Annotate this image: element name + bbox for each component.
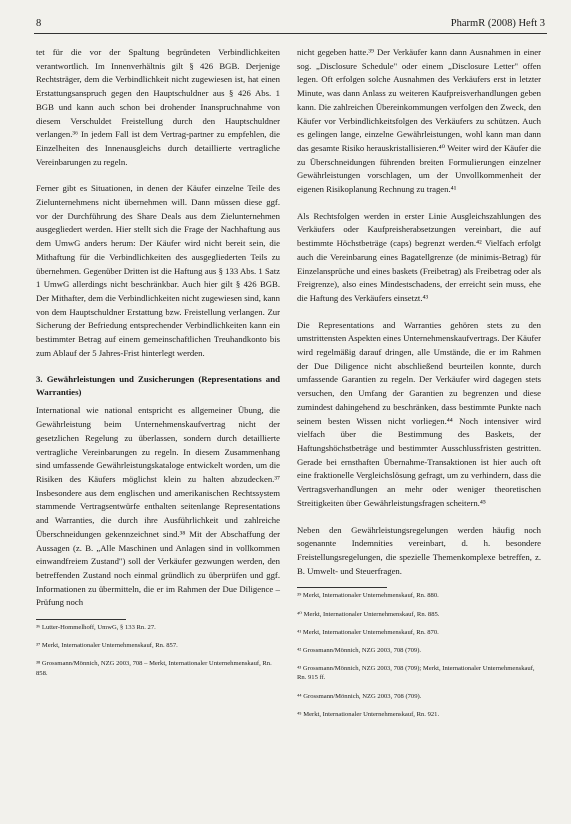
right-column bbox=[297, 46, 541, 728]
paragraph: nicht gegeben hatte.³⁹ Der Verkäufer kann dann Ausnahmen in einer sog. „Disclosure Schedule" oder einem „Disclosure Letter" offen legen. Oft erfolgen solche Ausnahmen des Verkäufers erst in letzter Minute, was dann Anlass zu weiteren Kaufpreisverhandlungen geben kann. Die zahlreichen Übereinkommungen verfolgen den Zweck, den Käufer vor Verbindlichkeitsfolgen des Verkäufers zu schützen. Auch es gelingen lange, einzelne Gewährleistungen, wohl kann man dann das gesamte Risiko herauskristallisieren.⁴⁰ Weiter wird der Käufer die zu Überschneidungen führenden breiten Formulierungen einzelner Gewährleistungen vorschlagen, um der Unvollkommenheit der eigenen Risikoplanung Rechnung zu tragen.⁴¹ bbox=[297, 47, 541, 195]
paragraph: Die Representations and Warranties gehören stets zu den umstrittensten Aspekten eines Unternehmenskaufvertrags. Der Käufer wird regelmäßig darauf dringen, alle Umstände, die er im Rahmen der Due Diligence nicht abschließend beurteilen konnte, durch umfassende Garantien zu regeln. Der Verkäufer wird dagegen stets versuchen, den Umfang der Garantien zu begrenzen und diese zumindest dahingehend zu beschränken, dass bestimmte Punkte nach seinem besten Wissen nicht vorliegen.⁴⁴ Noch intensiver wird vielfach über die Bestimmung des Baskets, der Haftungshöchstbeträge und bestimmter Ausschlussfristen gestritten. Gerade bei ernsthaften Übernahme-Transaktionen ist hier auch oft eine fraktionelle Vergleichslösung gefragt, um zu verhindern, dass die Vertragsverhandlungen an mehr oder weniger theoretischen Streitigkeiten über Gewährleistungsfragen scheitern.⁴⁵ bbox=[297, 319, 541, 508]
paragraph: Ferner gibt es Situationen, in denen der Käufer einzelne Teile des Zielunternehmens nicht übernehmen will. Dann müssen diese ggf. vor der Durchführung des Share Deals aus dem Zielunternehmen ausgegliedert werden. Hier stellt sich die Frage der Nachhaftung aus dem UmwG anders herum: Der Käufer wird nicht bereit sein, die Mithaftung für die Verbindlichkeiten des ausgegliederten Teils zu übernehmen. Gegenüber Dritten ist die Haftung aus § 133 Abs. 1 Satz 1 UmwG allerdings nicht beschränkbar. Auch hier gilt § 426 BGB. Der Mithafter, dem die Verbindlichkeiten nicht zugewiesen sind, kann von dem Hauptschuldner Erstattung bzw. Freistellung verlangen. Zur Sicherung der Befriedung entsprechender Verbindlichkeiten kann ein bestimmter Betrag auf einem gemeinschaftlichen Treuhandkonto bis zum Ablauf der 5 Jahres-Frist hinterlegt werden. bbox=[36, 183, 280, 358]
footnote: ³⁶ Lutter-Hommelhoff, UmwG, § 133 Rn. 27. bbox=[36, 624, 156, 632]
paragraph: International wie national entspricht es allgemeiner Übung, die Gewährleistung beim Unternehmenskaufvertrag nicht der gesetzlichen Regelung zu überlassen, sondern durch detaillierte vertragliche Vereinbarungen zu regeln. In diesem Zusammenhang sind umfassende Gewährleistungskataloge entwickelt worden, um die Risiken des Käufers möglichst klein zu halten abzudecken.³⁷ Insbesondere aus dem englischen und amerikanischen Rechtssystem stammende Vertragsentwürfe enthalten seitenlange Representations and Warranties, die durch ihre Ausführlichkeit und zahlreiche Überschneidungen gekennzeichnet sind.³⁸ Mit der Abschaffung der Aussagen (z. B. „Alle Maschinen und Anlagen sind in vollkommen einwandfreiem Zustand") soll der Verkäufer gezwungen werden, den betreffenden Zustand noch einmal gründlich zu überprüfen und ggf. Informationen zu übermitteln, die er im Rahmen der Due Diligence – Prüfung noch bbox=[36, 405, 280, 608]
running-header: PharmR (2008) Heft 3 bbox=[450, 18, 545, 29]
left-column bbox=[36, 46, 280, 687]
footnote-rule bbox=[36, 619, 126, 620]
footnote-rule bbox=[297, 587, 387, 588]
header-rule bbox=[34, 33, 547, 34]
footnote: ⁴² Grossmann/Mönnich, NZG 2003, 708 (709). bbox=[297, 646, 422, 654]
footnote: ³⁸ Grossmann/Mönnich, NZG 2003, 708 – Merkt, Internationaler Unternehmenskauf, Rn. 858. bbox=[36, 660, 272, 677]
paragraph: tet für die vor der Spaltung begründeten Verbindlichkeiten verantwortlich. Im Innenverhältnis gilt § 426 BGB. Derjenige Rechtsträger, dem die Verbindlichkeit nicht zugewiesen ist, hat einen Erstattungsanspruch gegen den Hauptschuldner aus § 426 Abs. 1 BGB und kann auch schon bei drohender Inanspruchnahme von diesem Verschuldet Freistellung durch den Hauptschuldner verlangen.³⁶ In jedem Fall ist dem Vertrag-partner zu empfehlen, die Einzelheiten des Innenausgleichs durch detaillierte vertragliche Vereinbarungen zu regeln. bbox=[36, 47, 280, 167]
paragraph: Neben den Gewährleistungsregelungen werden häufig noch sogenannte Indemnities vereinbart, d. h. besondere Freistellungsregelungen, die spezielle Themenkomplexe betreffen, z. B. Umwelt- und Steuerfragen. bbox=[297, 524, 541, 576]
section-heading: 3. Gewährleistungen und Zusicherungen (Representations and Warranties) bbox=[36, 374, 280, 397]
paragraph: Als Rechtsfolgen werden in erster Linie Ausgleichszahlungen des Verkäufers oder Kaufpreisherabsetzungen vereinbart, die auf bestimmte Höchstbeträge (caps) begrenzt werden.⁴² Vielfach erfolgt auch die Vereinbarung eines Bagatellgrenze (de minimis-Betrag) für Einzelansprüche und eines baskets (Freibetrag) als Freibetrag oder als Freigrenze), also eines Mindestschadens, der erreicht sein muss, ehe die Haftung des Verkäufers einsetzt.⁴³ bbox=[297, 210, 541, 303]
footnote: ⁴⁵ Merkt, Internationaler Unternehmenskauf, Rn. 921. bbox=[297, 710, 440, 718]
footnote: ³⁹ Merkt, Internationaler Unternehmenskauf, Rn. 880. bbox=[297, 592, 439, 600]
footnote: ³⁷ Merkt, Internationaler Unternehmenskauf, Rn. 857. bbox=[36, 642, 178, 650]
footnote: ⁴⁰ Merkt, Internationaler Unternehmenskauf, Rn. 885. bbox=[297, 610, 440, 618]
footnote: ⁴⁴ Grossmann/Mönnich, NZG 2003, 708 (709). bbox=[297, 692, 422, 700]
footnote: ⁴¹ Merkt, Internationaler Unternehmenskauf, Rn. 870. bbox=[297, 628, 439, 636]
footnote: ⁴³ Grossmann/Mönnich, NZG 2003, 708 (709); Merkt, Internationaler Unternehmenskauf, Rn. 915 ff. bbox=[297, 665, 535, 682]
page-number: 8 bbox=[36, 18, 42, 29]
